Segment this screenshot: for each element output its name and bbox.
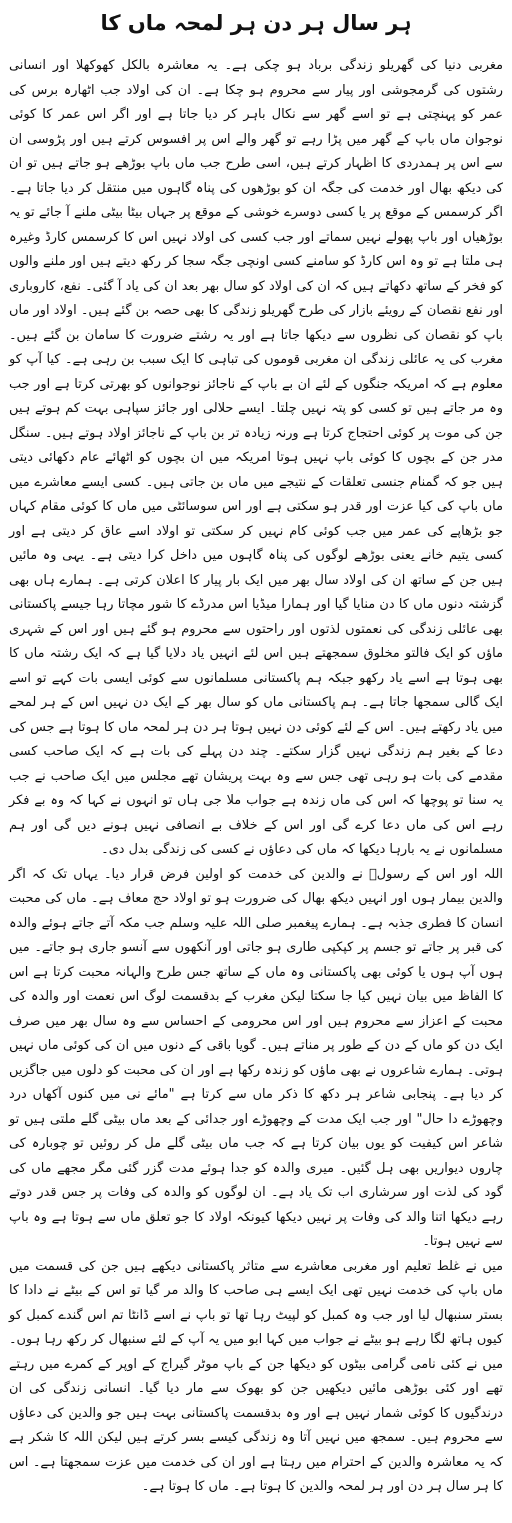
paragraph-3: میں نے غلط تعلیم اور مغربی معاشرے سے متاثر پاکستانی دیکھے ہیں جن کی قسمت میں ماں باپ کی خدمت نہیں تھی ایک ایسے ہی صاحب کا والد مر گیا تو اس کے بیٹے نے دادا کا بستر سنبھال لیا اور جب وہ کمبل کو لپیٹ رہا تھا تو باپ نے اسے ڈانٹا تم اس گندے کمبل کو کیوں ہاتھ لگا رہے ہو بیٹے نے جواب میں کہا ابو میں یہ آپ کے لئے سنبھال کر رکھ رہا ہوں۔ میں نے کئی نامی گرامی بیٹوں کو دیکھا جن کے باپ موٹر گیراج کے اوپر کے کمرے میں رہتے تھے اور کئی بوڑھی مائیں دیکھیں جن کو بھوک سے مار دیا گیا۔ انسانی زندگی کی ان درندگیوں کا کوئی شمار نہیں ہے اور وہ بدقسمت پاکستانی بہت ہیں جو والدین کی دعاؤں سے محروم ہیں۔ سمجھ میں نہیں آتا وہ زندگی کیسے بسر کرتے ہیں لیکن اللہ کا شکر ہے کہ یہ معاشرہ والدین کے احترام میں رہتا ہے اور ان کی خدمت میں عزت سمجھتا ہے۔ اس کا ہر سال ہر دن اور ہر لمحہ والدین کا ہوتا ہے۔ ماں کا ہوتا ہے۔ bbox=[9, 1258, 503, 1494]
article-title bbox=[9, 8, 503, 40]
paragraph-1: مغربی دنیا کی گھریلو زندگی برباد ہو چکی ہے۔ یہ معاشرہ بالکل کھوکھلا اور انسانی رشتوں کی گرمجوشی اور پیار سے محروم ہو چکا ہے۔ ان کی اولاد جب اٹھارہ برس کی عمر کو پہنچتی ہے تو اسے گھر سے نکال باہر کر دیا جاتا ہے اور اگر اس عمر کا کوئی نوجوان ماں باپ کے گھر میں پڑا رہے تو گھر والے اس پر افسوس کرتے ہیں اور پڑوسی ان سے اس پر ہمدردی کا اظہار کرتے ہیں، اسی طرح جب ماں باپ بوڑھے ہو جاتے ہیں تو ان کی دیکھ بھال اور خدمت کی جگہ ان کو بوڑھوں کی پناہ گاہوں میں منتقل کر دیا جاتا ہے۔ اگر کرسمس کے موقع پر یا کسی دوسرے خوشی کے موقع پر جہاں بیٹا بیٹی ملنے آ جائے تو یہ بوڑھیاں اور باپ پھولے نہیں سماتے اور جب کسی کی اولاد نہیں اس کا کرسمس کارڈ وغیرہ ہی ملتا ہے تو وہ اس کارڈ کو سامنے کسی اونچی جگہ سجا کر رکھ دیتے ہیں اور ملنے والوں کو فخر کے ساتھ دکھاتے ہیں کہ ان کی اولاد کو سال بھر بعد ان کی یاد آ گئی۔ نفع، کاروباری اور نفع نقصان کے رویئے بازار کی طرح گھریلو زندگی کا بھی حصہ بن گئے ہیں۔ اولاد اور ماں باپ کو نقصان کی نظروں سے دیکھا جاتا ہے اور یہ رشتے ضرورت کا سامان بن گئے ہیں۔ مغرب کی یہ عائلی زندگی ان مغربی قوموں کی تباہی کا ایک سبب بن رہی ہے۔ کیا آپ کو معلوم ہے کہ امریکہ جنگوں کے لئے ان بے باپ کے ناجائز نوجوانوں کو بھرتی کرتا ہے اور جب وہ مر جاتے ہیں تو کسی کو پتہ نہیں چلتا۔ ایسے حلالی اور جائز سپاہی بہت کم ہوتے ہیں جن کی موت پر کوئی احتجاج کرتا ہے ورنہ زیادہ تر بن باپ کے ناجائز اولاد ہوتے ہیں۔ سنگل مدر جن کے بچوں کا کوئی باپ نہیں ہوتا امریکہ میں ان بچوں کو اٹھائے عام دکھائی دیتی ہیں جو کہ گمنام جنسی تعلقات کے نتیجے میں ماں بن جاتی ہیں۔ کسی ایسے معاشرے میں ماں باپ کی کیا عزت اور قدر ہو سکتی ہے اور اس سوسائٹی میں ماں کا کوئی مقام کہاں جو بڑھاپے کی عمر میں جب کوئی کام نہیں کر سکتی تو اولاد اسے عاق کر دیتی ہے اور کسی یتیم خانے یعنی بوڑھے لوگوں کی پناہ گاہوں میں داخل کرا دیتی ہے۔ یہی وہ مائیں ہیں جن کے ساتھ ان کی اولاد سال بھر میں ایک بار پیار کا اعلان کرتی ہے۔ ہمارے ہاں بھی گزشتہ دنوں ماں کا دن منایا گیا اور ہمارا میڈیا اس مدرڈے کا شور مچاتا رہا جیسے پاکستانی بھی عائلی زندگی کی نعمتوں لذتوں اور راحتوں سے محروم ہو گئے ہیں اور اس کے شہری ماؤں کو ایک فالتو مخلوق سمجھتے ہیں اس لئے انہیں یاد دلایا گیا ہے کہ ایک رشتہ ماں کا بھی ہوتا ہے اسے یاد رکھو جبکہ ہم پاکستانی مسلمانوں سے کوئی ایسی بات کہے تو اسے ایک گالی سمجھا جاتا ہے۔ ہم پاکستانی ماں کو سال بھر کے ایک دن نہیں اس کے ہر لمحے میں یاد رکھتے ہیں۔ اس کے لئے کوئی دن نہیں ہوتا ہر دن ہر لمحہ ماں کا ہوتا ہے جس کی دعا کے بغیر ہم زندگی نہیں گزار سکتے۔ چند دن پہلے کی بات ہے کہ ایک صاحب کسی مقدمے کی بات ہو رہی تھی جس سے وہ بہت پریشان تھے مجلس میں ایک صاحب نے جب یہ سنا تو پوچھا کہ اس کی ماں زندہ ہے جواب ملا جی ہاں تو انہوں نے کہا کہ وہ بے فکر رہے اس کی ماں دعا کرے گی اور اس کے خلاف بے انصافی نہیں ہونے دیں گی اور ہم مسلمانوں نے یہ بارہا دیکھا کہ ماں کی دعاؤں نے کسی کی زندگی بدل دی۔ bbox=[9, 58, 503, 857]
article-title-text: ہر سال ہر دن ہر لمحہ ماں کا bbox=[100, 11, 412, 35]
paragraph-2: اللہ اور اس کے رسولؐ نے والدین کی خدمت کو اولین فرض قرار دیا۔ یہاں تک کہ اگر والدین بیمار ہوں اور انہیں دیکھ بھال کی ضرورت ہو تو اولاد حج معاف ہے۔ ماں کی محبت انسان کا فطری جذبہ ہے۔ ہمارے پیغمبر صلی اللہ علیہ وسلم جب مکہ آتے جاتے ہوئے والدہ کی قبر پر جاتے تو جسم پر کپکپی طاری ہو جاتی اور آنکھوں سے آنسو جاری ہو جاتے۔ میں ہوں آپ ہوں یا کوئی بھی پاکستانی وہ ماں کے ساتھ جس طرح والہانہ محبت کرتا ہے اس کا الفاظ میں بیان نہیں کیا جا سکتا لیکن مغرب کے بدقسمت لوگ اس نعمت اور والدہ کی محبت کے اعزاز سے محروم ہیں اور اس محرومی کے احساس سے وہ سال بھر میں صرف ایک دن کو ماں کے دن کے طور پر مناتے ہیں۔ گویا باقی کے دنوں میں ان کی کوئی ماں نہیں ہوتی۔ ہمارے شاعروں نے بھی ماؤں کو زندہ رکھا ہے اور ان کی محبت کو دلوں میں جاگزیں کر دیا ہے۔ پنجابی شاعر ہر دکھ کا ذکر ماں سے کرتا ہے "مائے نی میں کنوں آکھاں درد وچھوڑے دا حال" اور جب ایک مدت کے وچھوڑے اور جدائی کے بعد ماں بیٹی گلے ملتی ہیں تو شاعر اس کیفیت کو یوں بیان کرتا ہے کہ جب ماں بیٹی گلے مل کر روئیں تو چوبارہ کی چاروں دیواریں بھی ہل گئیں۔ میری والدہ کو جدا ہوئے مدت گزر گئی مگر مجھے ماں کی گود کی لذت اور سرشاری اب تک یاد ہے۔ ان لوگوں کو والدہ کی وفات پر جس قدر دوتے رہے دیکھا اتنا والد کی وفات پر نہیں دیکھا کیونکہ اولاد کا جو تعلق ماں سے ہوتا ہے وہ باپ سے نہیں ہوتا۔ bbox=[9, 866, 503, 1249]
article-body bbox=[9, 54, 503, 1500]
